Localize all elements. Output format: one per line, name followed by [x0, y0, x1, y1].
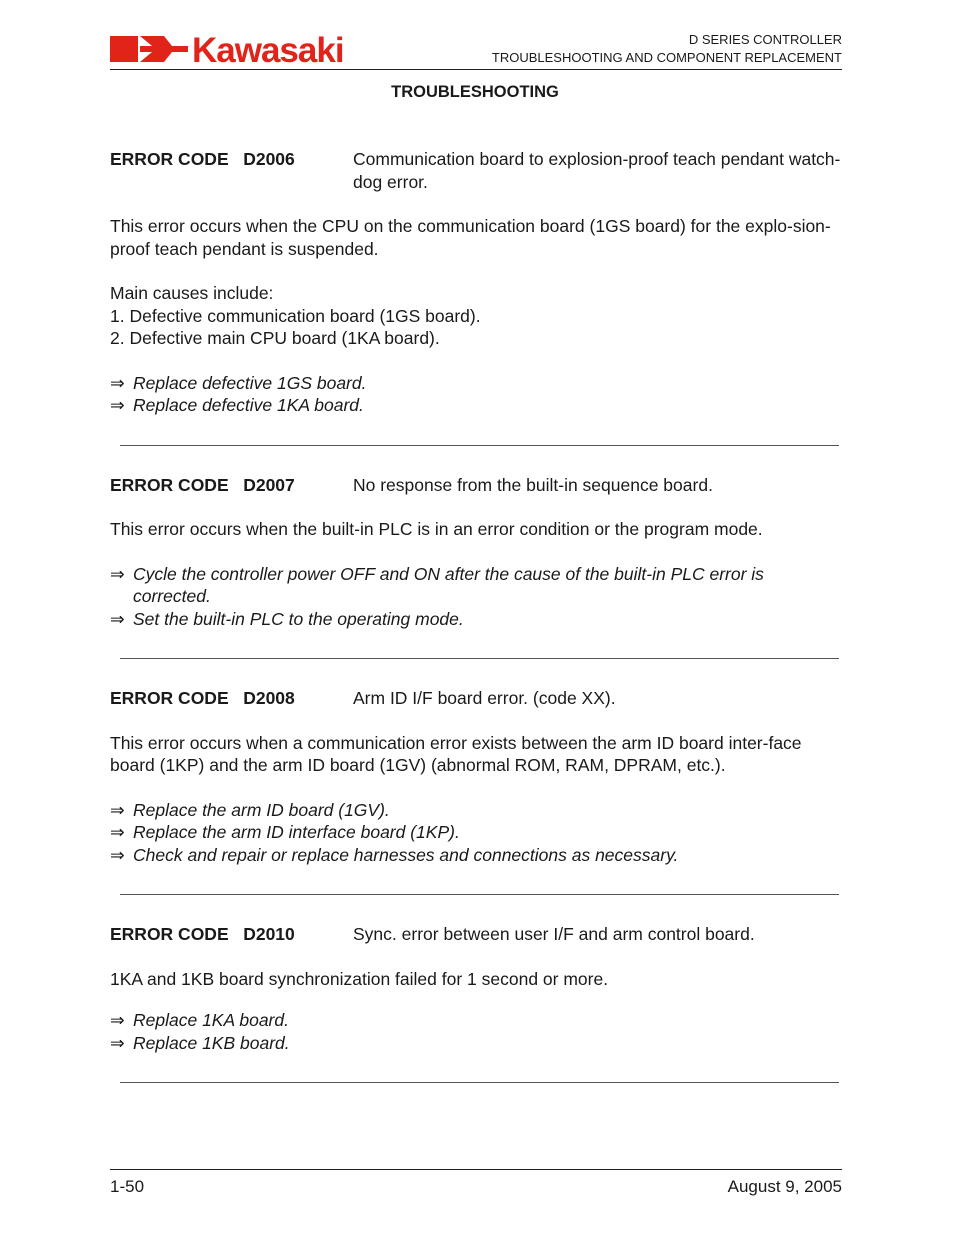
- error-title: No response from the built-in sequence board.: [353, 474, 713, 495]
- fix-list: [110, 372, 845, 417]
- fix-list: [110, 563, 845, 631]
- section-title: [0, 83, 954, 102]
- causes-intro: Main causes include:: [110, 283, 274, 303]
- error-entry: [110, 474, 845, 660]
- fix-text: Replace the arm ID board (1GV).: [133, 799, 390, 820]
- arrow-icon: ⇒: [110, 799, 125, 820]
- error-heading: [110, 687, 845, 710]
- fix-text: Replace the arm ID interface board (1KP).: [133, 822, 460, 842]
- error-description: 1KA and 1KB board synchronization failed for 1 second or more.: [110, 968, 609, 989]
- fix-item: [110, 821, 845, 844]
- fix-item: [110, 372, 845, 395]
- error-heading: [110, 148, 845, 193]
- fix-item: [110, 844, 845, 867]
- fix-item: [110, 608, 845, 631]
- section-divider: [120, 445, 839, 446]
- error-description: This error occurs when the built-in PLC is in an error condition or the program mode.: [110, 519, 763, 539]
- section-divider: [120, 658, 839, 659]
- fix-item: [110, 563, 845, 608]
- arrow-icon: ⇒: [110, 395, 125, 415]
- kawasaki-logo: [110, 30, 390, 66]
- svg-text:Kawasaki: Kawasaki: [192, 31, 344, 66]
- arrow-icon: ⇒: [110, 372, 125, 393]
- fix-text: Replace 1KB board.: [133, 1032, 290, 1053]
- fix-list: [110, 799, 845, 867]
- fix-item: [110, 1009, 845, 1032]
- error-description: This error occurs when the CPU on the communication board (1GS board) for the explo-sion-proof teach pendant is suspended.: [110, 216, 831, 259]
- error-entry: [110, 687, 845, 895]
- error-code: ERROR CODE D2007: [110, 474, 295, 495]
- error-heading: [110, 474, 845, 497]
- fix-text: Check and repair or replace harnesses and connections as necessary.: [133, 844, 679, 865]
- section-divider: [120, 1082, 839, 1083]
- arrow-icon: ⇒: [110, 563, 125, 584]
- fix-item: [110, 799, 845, 822]
- fix-text: Replace defective 1KA board.: [133, 395, 364, 415]
- fix-item: [110, 394, 845, 417]
- error-code: ERROR CODE D2010: [110, 924, 295, 944]
- error-title: Arm ID I/F board error. (code XX).: [353, 688, 616, 708]
- kawasaki-logo-icon: [110, 30, 390, 66]
- arrow-icon: ⇒: [110, 822, 125, 842]
- footer-divider: [110, 1169, 842, 1170]
- fix-item: [110, 1032, 845, 1055]
- error-code: ERROR CODE D2008: [110, 688, 295, 708]
- error-description: This error occurs when a communication error exists between the arm ID board inter-face board (1KP) and the arm ID board (1GV) (abnormal ROM, RAM, DPRAM, etc.).: [110, 732, 802, 775]
- header-line-2: TROUBLESHOOTING AND COMPONENT REPLACEMENT: [491, 50, 842, 65]
- error-code: ERROR CODE D2006: [110, 149, 295, 169]
- error-title: Communication board to explosion-proof teach pendant watch-dog error.: [353, 149, 841, 192]
- section-divider: [120, 894, 839, 895]
- cause-item: 2. Defective main CPU board (1KA board).: [110, 328, 440, 348]
- fix-text: Cycle the controller power OFF and ON after the cause of the built-in PLC error is corrected.: [133, 563, 764, 606]
- error-title: Sync. error between user I/F and arm control board.: [353, 924, 755, 944]
- header-line-1: D SERIES CONTROLLER: [688, 32, 842, 47]
- fix-text: Set the built-in PLC to the operating mode.: [133, 608, 464, 629]
- cause-item: 1. Defective communication board (1GS board).: [110, 305, 481, 326]
- fix-text: Replace defective 1GS board.: [133, 372, 367, 393]
- arrow-icon: ⇒: [110, 844, 125, 865]
- arrow-icon: ⇒: [110, 608, 125, 629]
- section-title-text: TROUBLESHOOTING: [391, 83, 559, 101]
- error-entry: [110, 148, 845, 446]
- footer-date: August 9, 2005: [727, 1177, 842, 1196]
- arrow-icon: ⇒: [110, 1032, 125, 1053]
- error-list: [110, 148, 845, 1083]
- page-number: 1-50: [110, 1177, 145, 1196]
- error-entry: [110, 923, 845, 1083]
- error-heading: [110, 923, 845, 946]
- fix-text: Replace 1KA board.: [133, 1010, 289, 1030]
- arrow-icon: ⇒: [110, 1010, 125, 1030]
- header-divider: [110, 69, 842, 70]
- header-text: [492, 31, 842, 67]
- fix-list: [110, 1009, 845, 1054]
